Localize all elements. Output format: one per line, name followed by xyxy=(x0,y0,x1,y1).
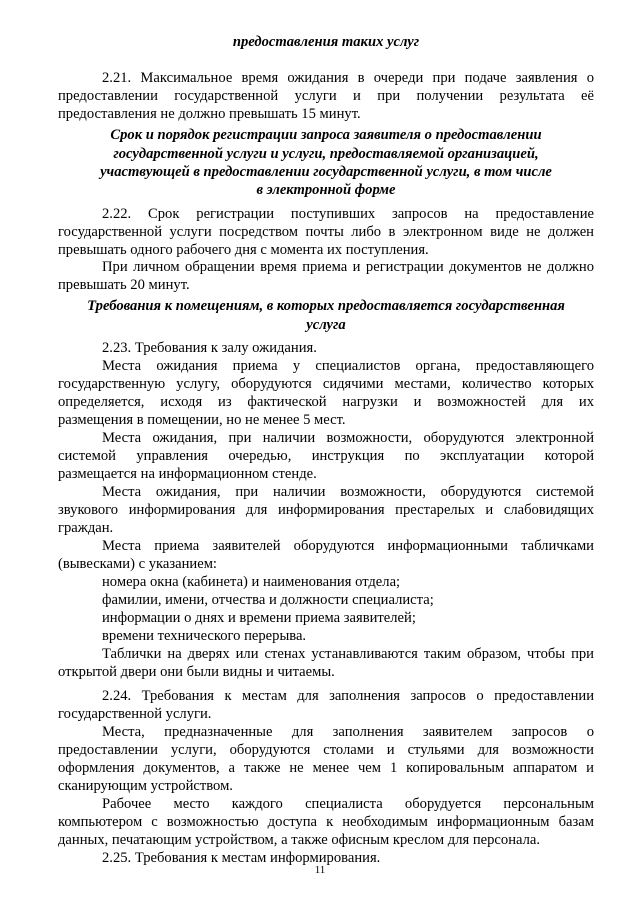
paragraph-line: Места приема заявителей оборудуются информационными табличками xyxy=(102,538,594,554)
paragraph-line: предоставления не должно превышать 15 минут. xyxy=(58,106,361,122)
paragraph-line: Таблички на дверях или стенах устанавливаются таким образом, чтобы при xyxy=(102,646,594,662)
paragraph-line: размещается на информационном стенде. xyxy=(58,466,317,482)
list-item: номера окна (кабинета) и наименования отдела; xyxy=(102,574,401,590)
paragraph-line: предоставлении услуги, оборудуются столами и стульями для возможности xyxy=(58,742,594,758)
paragraph-line: предоставлении государственной услуги и при получении результата её xyxy=(58,88,594,104)
list-item: времени технического перерыва. xyxy=(102,628,307,644)
section-heading-line: предоставления таких услуг xyxy=(232,34,420,50)
paragraph-line: граждан. xyxy=(58,520,114,536)
section-heading-line: услуга xyxy=(306,317,346,333)
paragraph-line: звукового информирования для информирования престарелых и слабовидящих xyxy=(58,502,594,518)
paragraph-line: данных, печатающим устройством, а также офисным креслом для персонала. xyxy=(58,832,541,848)
paragraph-line: открытой двери они были видны и читаемы. xyxy=(58,664,335,680)
paragraph-line: оформления документов, а также не менее чем 1 копировальным аппаратом и xyxy=(58,760,594,776)
paragraph-line: 2.21. Максимальное время ожидания в очереди при подаче заявления о xyxy=(102,70,594,86)
paragraph-line: системой управления очередью, инструкция по эксплуатации которой xyxy=(58,448,594,464)
paragraph-line: 2.24. Требования к местам для заполнения запросов о предоставлении xyxy=(102,688,594,704)
paragraph-line: При личном обращении время приема и регистрации документов не должно xyxy=(102,259,594,275)
paragraph-line: определяется, исходя из фактической нагрузки и возможностей для их xyxy=(58,394,594,410)
paragraph-line: Места ожидания, при наличии возможности, оборудуются электронной xyxy=(102,430,594,446)
paragraph-line: превышать одного рабочего дня с момента их поступления. xyxy=(58,242,429,258)
paragraph-line: Рабочее место каждого специалиста оборудуется персональным xyxy=(102,796,594,812)
paragraph-line: Места ожидания приема у специалистов органа, предоставляющего xyxy=(102,358,594,374)
paragraph-line: размещения в помещении, но не менее 5 мест. xyxy=(58,412,346,428)
paragraph-line: компьютером с возможностью доступа к необходимым информационным базам xyxy=(58,814,594,830)
section-heading-line: в электронной форме xyxy=(256,182,396,198)
paragraph-line: государственной услуги. xyxy=(58,706,212,722)
paragraph-line: 2.25. Требования к местам информирования. xyxy=(102,850,381,866)
paragraph-line: государственной услуги посредством почты либо в электронном виде не должен xyxy=(58,224,594,240)
paragraph-line: 2.23. Требования к залу ожидания. xyxy=(102,340,317,356)
paragraph-line: превышать 20 минут. xyxy=(58,277,190,293)
paragraph-line: 2.22. Срок регистрации поступивших запросов на предоставление xyxy=(102,206,594,222)
list-item: фамилии, имени, отчества и должности специалиста; xyxy=(102,592,434,608)
paragraph-line: сканирующим устройством. xyxy=(58,778,233,794)
paragraph-line: (вывесками) с указанием: xyxy=(58,556,217,572)
paragraph-line: Места, предназначенные для заполнения заявителем запросов о xyxy=(102,724,594,740)
paragraph-line: Места ожидания, при наличии возможности, оборудуются системой xyxy=(102,484,594,500)
page-number: 11 xyxy=(314,864,326,876)
section-heading-line: участвующей в предоставлении государственной услуги, в том числе xyxy=(100,164,552,180)
section-heading-line: Срок и порядок регистрации запроса заявителя о предоставлении xyxy=(110,127,542,143)
section-heading-line: Требования к помещениям, в которых предоставляется государственная xyxy=(87,298,565,314)
paragraph-line: государственную услугу, оборудуются сидячими местами, количество которых xyxy=(58,376,594,392)
section-heading-line: государственной услуги и услуги, предоставляемой организацией, xyxy=(113,146,539,162)
list-item: информации о днях и времени приема заявителей; xyxy=(102,610,416,626)
